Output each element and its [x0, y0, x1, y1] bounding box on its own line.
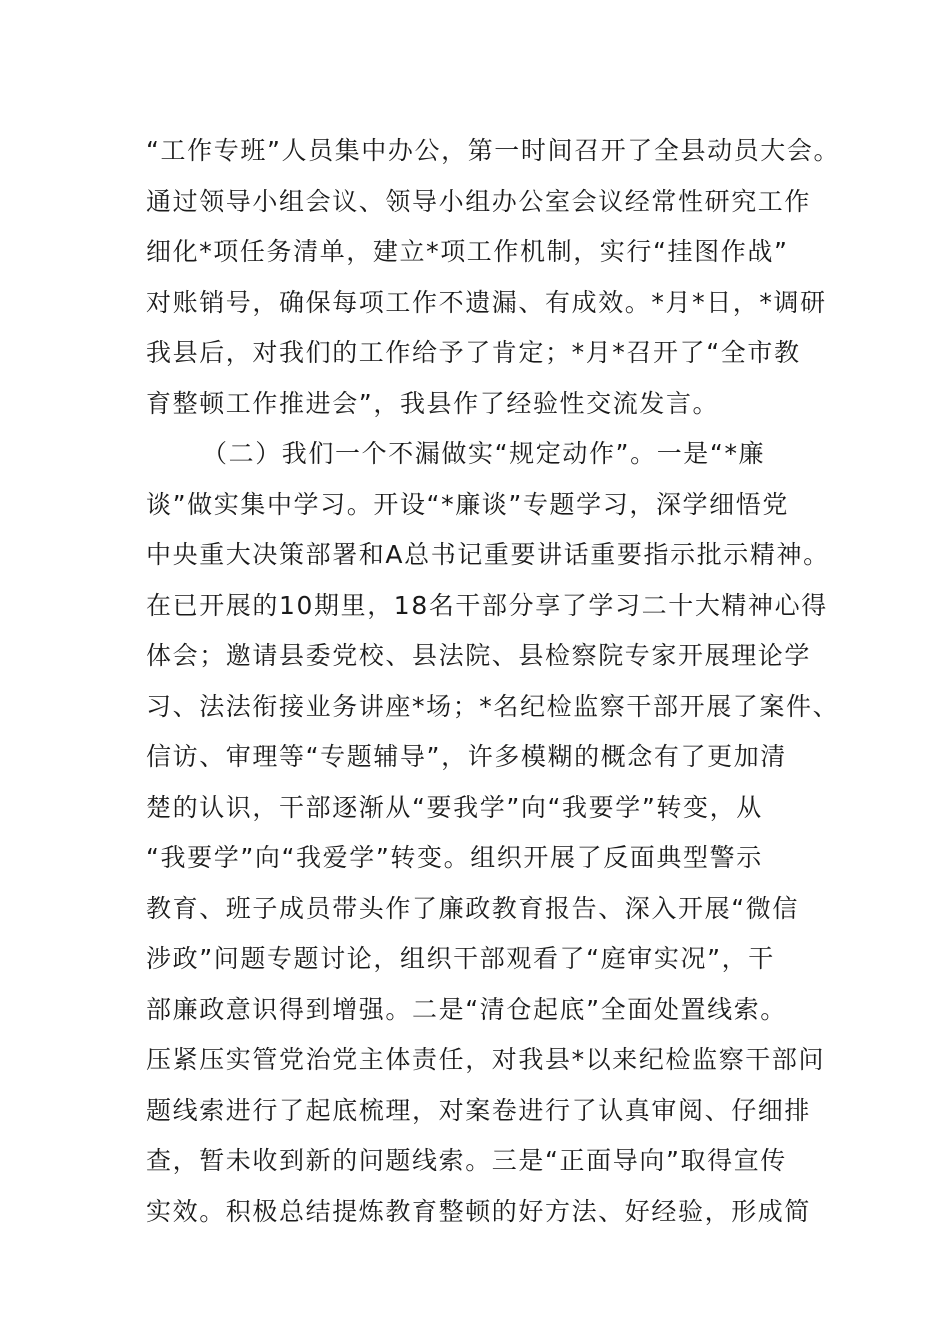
- text-line: 楚的认识，干部逐渐从“要我学”向“我要学”转变，从: [146, 792, 763, 822]
- text-line: （二）我们一个不漏做实“规定动作”。一是“*廉: [202, 439, 766, 468]
- text-line: 压紧压实管党治党主体责任，对我县*以来纪检监察干部问: [146, 1045, 826, 1074]
- text-line: 我县后，对我们的工作给予了肯定；*月*召开了“全市教: [146, 338, 801, 367]
- text-line: 习、法法衔接业务讲座*场；*名纪检监察干部开展了案件、: [146, 691, 840, 721]
- text-line: 谈”做实集中学习。开设“*廉谈”专题学习，深学细悟党: [146, 489, 789, 519]
- text-line: 育整顿工作推进会”，我县作了经验性交流发言。: [146, 388, 720, 418]
- text-line: 涉政”问题专题讨论，组织干部观看了“庭审实况”，干: [146, 944, 775, 973]
- text-line: 中央重大决策部署和A总书记重要讲话重要指示批示精神。: [146, 540, 830, 569]
- text-line: 信访、审理等“专题辅导”，许多模糊的概念有了更加清: [146, 742, 787, 771]
- paragraph-2: [146, 429, 846, 1237]
- text-line: 体会；邀请县委党校、县法院、县检察院专家开展理论学: [146, 641, 812, 670]
- text-line: 在已开展的10期里，18名干部分享了学习二十大精神心得: [146, 590, 828, 620]
- body-text: [146, 126, 846, 1237]
- text-line: 教育、班子成员带头作了廉政教育报告、深入开展“微信: [146, 893, 799, 923]
- text-line: 题线索进行了起底梳理，对案卷进行了认真审阅、仔细排: [146, 1095, 812, 1125]
- text-line: “我要学”向“我爱学”转变。组织开展了反面典型警示: [146, 843, 763, 872]
- text-line: 部廉政意识得到增强。二是“清仓起底”全面处置线索。: [146, 994, 787, 1024]
- text-line: “工作专班”人员集中办公，第一时间召开了全县动员大会。: [146, 136, 841, 165]
- text-line: 对账销号，确保每项工作不遗漏、有成效。*月*日，*调研: [146, 287, 827, 317]
- paragraph-1: [146, 126, 846, 429]
- text-line: 细化*项任务清单，建立*项工作机制，实行“挂图作战”: [146, 237, 789, 266]
- text-line: 查，暂未收到新的问题线索。三是“正面导向”取得宣传: [146, 1146, 787, 1175]
- text-line: 实效。积极总结提炼教育整顿的好方法、好经验，形成简: [146, 1196, 812, 1226]
- text-line: 通过领导小组会议、领导小组办公室会议经常性研究工作: [146, 186, 812, 216]
